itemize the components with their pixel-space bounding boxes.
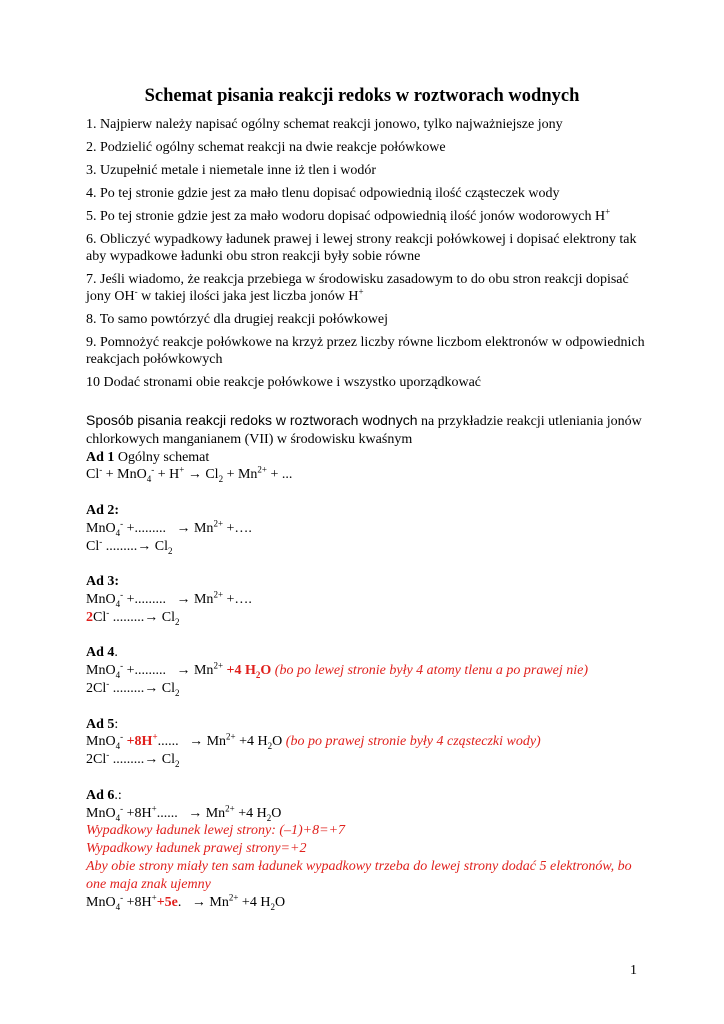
ad3-heading: Ad 3: bbox=[86, 574, 120, 590]
ad6-heading: Ad 6.: bbox=[86, 787, 122, 803]
step-6: 6. Obliczyć wypadkowy ładunek prawej i lewej strony reakcji połówkowej i dopisać elektrony tak aby wypadkowe ładunki obu stron reakcji były sobie równe bbox=[86, 232, 637, 264]
step-10: 10 Dodać stronami obie reakcje połówkowe i wszystko uporządkować bbox=[86, 375, 481, 390]
ad3-line1: MnO$_4$- +......... → $Mn^{2+}$ +…. bbox=[86, 589, 252, 609]
ad6-line2: MnO$_4$- +8H++5e. → $Mn^{2+} +4$ $H_2O$ bbox=[86, 891, 286, 912]
step-3: 3. Uzupełnić metale i niemetale inne iż tlen i wodór bbox=[86, 163, 377, 178]
steps-list bbox=[86, 116, 646, 391]
ad6-note-2: Wypadkowy ładunek prawej strony=+2 bbox=[86, 841, 307, 857]
ad2-line1: MnO$_4$- +......... → $Mn^{2+}$ +…. bbox=[86, 518, 252, 538]
step-2: 2. Podzielić ogólny schemat reakcji na dwie reakcje połówkowe bbox=[86, 140, 446, 155]
example-intro: Sposób pisania reakcji redoks w roztworach wodnych na przykładzie reakcji utleniania jonów chlorkowych manganianem (VII) w środowisku kwaśnym bbox=[86, 412, 642, 447]
ad6-note-3: Aby obie strony miały ten sam ładunek wypadkowy trzeba do lewej strony dodać 5 elektronów, bo one maja znak ujemny bbox=[86, 858, 632, 892]
step-5: 5. Po tej stronie gdzie jest za mało wodoru dopisać odpowiednią ilość jonów wodorowych H+ bbox=[86, 206, 611, 224]
page-number: 1 bbox=[630, 963, 637, 978]
ad6-note-1: Wypadkowy ładunek lewej strony: (–1)+8=+7 bbox=[86, 823, 346, 839]
ad4-line2: 2Cl- .........→ $Cl_2$ bbox=[86, 678, 180, 698]
step-7: 7. Jeśli wiadomo, że reakcja przebiega w środowisku zasadowym to do obu stron reakcji dopisać jony OH- w takiej ilości jaka jest liczba jonów H+ bbox=[86, 272, 629, 304]
ad5-line2: 2Cl- .........→ $Cl_2$ bbox=[86, 749, 180, 769]
step-1: 1. Najpierw należy napisać ogólny schemat reakcji jonowo, tylko najważniejsze jony bbox=[86, 117, 563, 132]
step-9: 9. Pomnożyć reakcje połówkowe na krzyż przez liczby równe liczbom elektronów w odpowiednich reakcjach połówkowych bbox=[86, 335, 645, 367]
example-section bbox=[86, 412, 646, 911]
step-4: 4. Po tej stronie gdzie jest za mało tlenu dopisać odpowiednią ilość cząsteczek wody bbox=[86, 186, 560, 201]
ad2-heading: Ad 2: bbox=[86, 502, 120, 518]
ad2-line2: Cl- .........→ $Cl_2$ bbox=[86, 535, 173, 556]
ad5-heading: Ad 5: bbox=[86, 716, 119, 732]
page-title: Schemat pisania reakcji redoks w roztworach wodnych bbox=[144, 86, 580, 106]
ad6-line1: MnO$_4$- +8H+...... → $Mn^{2+} +4$ $H_2O$ bbox=[86, 802, 282, 823]
ad5-line1: MnO$_4$- +8H+...... → $Mn^{2+} +4$ $H_2O$ (bo po prawej stronie były 4 cząsteczki wody) bbox=[86, 731, 541, 752]
ad1-heading: Ad 1 Ogólny schemat bbox=[86, 449, 210, 465]
ad4-heading: Ad 4. bbox=[86, 645, 118, 661]
ad1-equation: $Cl^- + MnO_4^- + H^+ \to Cl_2 + Mn^{2+}$ + ... bbox=[86, 464, 293, 485]
ad3-line2: 2Cl- .........→ $Cl_2$ bbox=[86, 607, 180, 627]
step-8: 8. To samo powtórzyć dla drugiej reakcji połówkowej bbox=[86, 312, 389, 327]
ad4-line1: MnO$_4$- +......... → $Mn^{2+} +4$ $H_2O$ (bo po lewej stronie były 4 atomy tlenu a po prawej nie) bbox=[86, 660, 589, 680]
